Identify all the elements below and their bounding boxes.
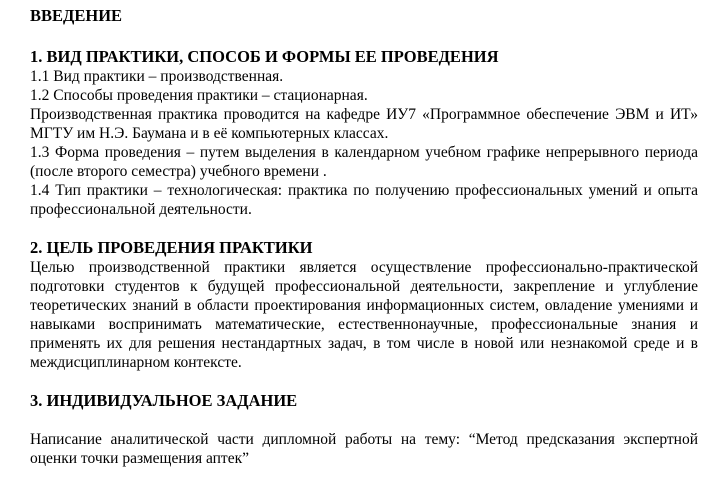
intro-heading: ВВЕДЕНИЕ bbox=[30, 6, 123, 25]
section-1-item-1: 1.1 Вид практики – производственная. bbox=[30, 68, 284, 85]
section-1-location: Производственная практика проводится на кафедре ИУ7 «Программное обеспечение ЭВМ и ИТ» МГТУ им Н.Э. Баумана и в её компьютерных классах. bbox=[30, 106, 698, 142]
section-3-body: Написание аналитической части дипломной работы на тему: “Метод предсказания экспертной оценки точки размещения аптек” bbox=[30, 431, 698, 467]
section-3-heading: 3. ИНДИВИДУАЛЬНОЕ ЗАДАНИЕ bbox=[30, 391, 298, 410]
section-2-body: Целью производственной практики является осуществление профессионально-практической подготовки студентов к будущей профессиональной деятельности, закрепление и углубление теоретических знаний в области проектирования информационных систем, овладение умениями и навыками воспринимать математические, естественнонаучные, профессиональные знания и применять их для решения нестандартных задач, в том числе в новой или незнакомой среде и в междисциплинарном контексте. bbox=[30, 259, 698, 371]
section-1-item-3: 1.3 Форма проведения – путем выделения в календарном учебном графике непрерывного периода (после второго семестра) учебного времени . bbox=[30, 144, 698, 180]
section-1-item-2: 1.2 Способы проведения практики – стационарная. bbox=[30, 87, 368, 104]
spacer bbox=[30, 219, 698, 238]
spacer bbox=[30, 411, 698, 430]
section-1-item-4: 1.4 Тип практики – технологическая: практика по получению профессиональных умений и опыта профессиональной деятельности. bbox=[30, 182, 698, 218]
section-2-heading: 2. ЦЕЛЬ ПРОВЕДЕНИЯ ПРАКТИКИ bbox=[30, 238, 313, 257]
spacer bbox=[30, 26, 698, 47]
spacer bbox=[30, 372, 698, 391]
section-1-heading: 1. ВИД ПРАКТИКИ, СПОСОБ И ФОРМЫ ЕЕ ПРОВЕДЕНИЯ bbox=[30, 47, 499, 66]
